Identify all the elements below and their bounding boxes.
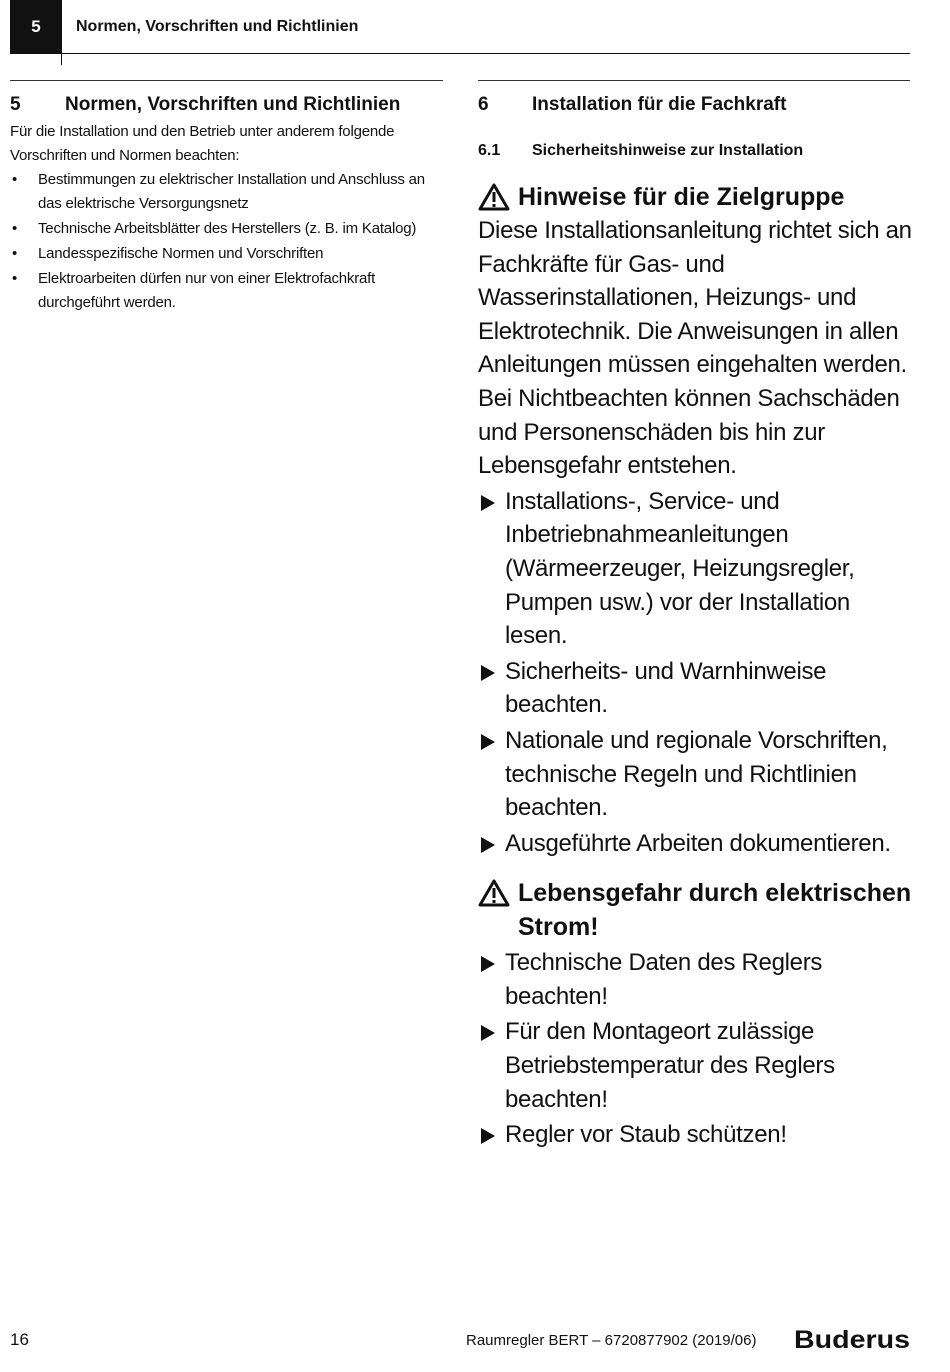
section-title: Installation für die Fachkraft xyxy=(532,94,787,115)
section-intro: Für die Installation und den Betrieb unter anderem folgende Vorschriften und Normen beachten: xyxy=(10,123,395,164)
arrow-icon xyxy=(481,665,495,681)
section-number: 5 xyxy=(10,94,21,115)
arrow-icon xyxy=(481,1128,495,1144)
notice-heading xyxy=(478,876,916,944)
chapter-number: 5 xyxy=(31,17,41,36)
instruction-list xyxy=(478,485,916,861)
arrow-icon xyxy=(481,1025,495,1041)
page-number: 16 xyxy=(10,1330,29,1349)
brand-wordmark: Buderus xyxy=(794,1326,910,1354)
buderus-logo xyxy=(794,1326,910,1354)
standards-list xyxy=(10,168,445,315)
bullet-icon: • xyxy=(12,171,18,188)
header-tick xyxy=(61,54,62,65)
running-header-title: Normen, Vorschriften und Richtlinien xyxy=(76,18,359,35)
subsection-title: Sicherheitshinweise zur Installation xyxy=(532,142,804,159)
subsection-heading xyxy=(478,140,916,162)
list-item: Technische Daten des Reglers beachten! xyxy=(478,946,916,1013)
instruction-list xyxy=(478,946,916,1152)
section-title: Normen, Vorschriften und Richtlinien xyxy=(65,94,401,115)
left-column xyxy=(10,92,445,316)
arrow-icon xyxy=(481,734,495,750)
section-number: 6 xyxy=(478,94,489,115)
chapter-number-badge xyxy=(10,0,62,54)
list-item: Regler vor Staub schützen! xyxy=(478,1118,916,1152)
notice-text: Diese Installationsanleitung richtet sich an Fachkräfte für Gas- und Wasserinstallationen, Heizungs- und Elektrotechnik. Die Anweisungen in allen Anleitungen müssen eingehalten werden. Bei Nichtbeachten können Sachschäden und Personenschäden bis hin zur Lebensgefahr entstehen. xyxy=(478,217,912,480)
left-column-rule xyxy=(10,80,443,81)
document-reference: Raumregler BERT – 6720877902 (2019/06) xyxy=(466,1332,757,1349)
warning-triangle-icon xyxy=(478,879,510,907)
list-item: Für den Montageort zulässige Betriebstemperatur des Reglers beachten! xyxy=(478,1015,916,1116)
list-item: Sicherheits- und Warnhinweise beachten. xyxy=(478,655,916,722)
header-rule xyxy=(62,53,910,54)
list-item: Ausgeführte Arbeiten dokumentieren. xyxy=(478,827,916,861)
right-column xyxy=(478,92,916,1154)
list-item: Nationale und regionale Vorschriften, technische Regeln und Richtlinien beachten. xyxy=(478,724,916,825)
warning-triangle-icon xyxy=(478,183,510,211)
section-heading xyxy=(10,92,445,118)
notice-title: Hinweise für die Zielgruppe xyxy=(518,183,845,211)
notice-title: Lebensgefahr durch elektrischen Strom! xyxy=(518,879,912,942)
list-item: • Bestimmungen zu elektrischer Installation und Anschluss an das elektrische Versorgungsnetz xyxy=(10,168,445,216)
list-item: • Landesspezifische Normen und Vorschriften xyxy=(10,242,445,266)
arrow-icon xyxy=(481,956,495,972)
section-heading xyxy=(478,92,916,118)
notice-heading xyxy=(478,180,916,214)
bullet-icon: • xyxy=(12,270,18,287)
arrow-icon xyxy=(481,495,495,511)
list-item: • Elektroarbeiten dürfen nur von einer Elektrofachkraft durchgeführt werden. xyxy=(10,267,445,315)
arrow-icon xyxy=(481,837,495,853)
bullet-icon: • xyxy=(12,220,18,237)
list-item: Installations-, Service- und Inbetriebnahmeanleitungen (Wärmeerzeuger, Heizungsregler, Pumpen usw.) vor der Installation lesen. xyxy=(478,485,916,653)
list-item: • Technische Arbeitsblätter des Herstellers (z. B. im Katalog) xyxy=(10,217,445,241)
right-column-rule xyxy=(478,80,910,81)
bullet-icon: • xyxy=(12,245,18,262)
subsection-number: 6.1 xyxy=(478,142,501,159)
